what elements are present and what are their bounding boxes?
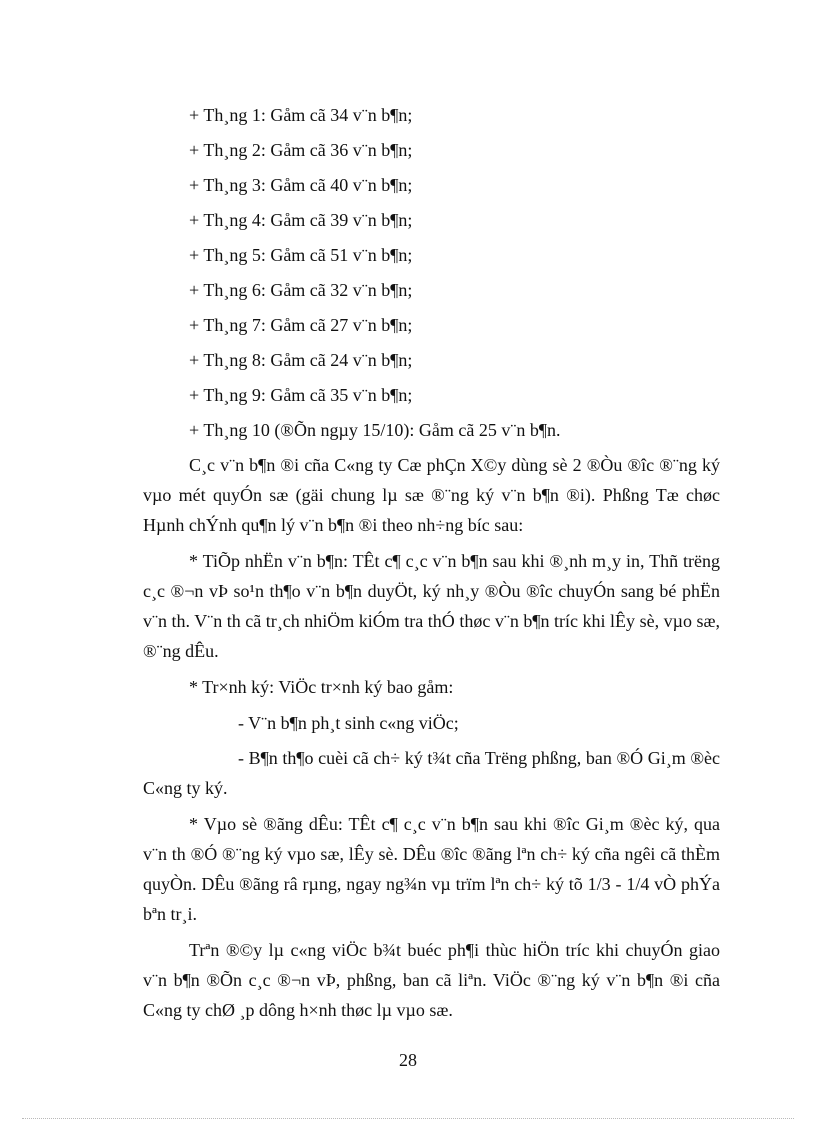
submit-item-2: - B¶n th¶o cuèi cã ch÷ ký t¾t cña Trëng phßng, ban ®Ó Gi¸m ®èc C«ng ty ký. xyxy=(143,748,720,798)
page-content xyxy=(143,100,720,1031)
month-3-item: + Th¸ng 3: Gåm cã 40 v¨n b¶n; xyxy=(189,175,413,195)
monthly-document-list xyxy=(143,100,720,445)
month-2-item: + Th¸ng 2: Gåm cã 36 v¨n b¶n; xyxy=(189,140,413,160)
month-6-item: + Th¸ng 6: Gåm cã 32 v¨n b¶n; xyxy=(189,280,413,300)
bottom-dotted-rule xyxy=(22,1118,794,1119)
receive-documents-paragraph: * TiÕp nhËn v¨n b¶n: TÊt c¶ c¸c v¨n b¶n sau khi ®¸nh m¸y in, Thñ trëng c¸c ®¬n vÞ so¹n th¶o v¨n b¶n duyÖt, ký nh¸y ®Òu ®îc chuyÓn sang bé phËn v¨n th. V¨n th cã tr¸ch nhiÖm kiÓm tra thÓ thøc v¨n b¶n tríc khi lÊy sè, vµo sæ, ®¨ng dÊu. xyxy=(143,551,720,661)
page-number: 28 xyxy=(399,1050,417,1070)
submit-for-signature-heading: * Tr×nh ký: ViÖc tr×nh ký bao gåm: xyxy=(189,677,454,697)
month-5-item: + Th¸ng 5: Gåm cã 51 v¨n b¶n; xyxy=(189,245,413,265)
month-10-item: + Th¸ng 10 (®Õn ngµy 15/10): Gåm cã 25 v¨n b¶n. xyxy=(189,420,561,440)
month-4-item: + Th¸ng 4: Gåm cã 39 v¨n b¶n; xyxy=(189,210,413,230)
intro-paragraph: C¸c v¨n b¶n ®i cña C«ng ty Cæ phÇn X©y dùng sè 2 ®Òu ®îc ®¨ng ký vµo mét quyÓn sæ (gäi chung lµ sæ ®¨ng ký v¨n b¶n ®i). Phßng Tæ chøc Hµnh chÝnh qu¶n lý v¨n b¶n ®i theo nh÷ng bíc sau: xyxy=(143,455,720,535)
month-8-item: + Th¸ng 8: Gåm cã 24 v¨n b¶n; xyxy=(189,350,413,370)
submit-item-1: - V¨n b¶n ph¸t sinh c«ng viÖc; xyxy=(238,713,459,733)
conclusion-paragraph: Trªn ®©y lµ c«ng viÖc b¾t buéc ph¶i thùc hiÖn tríc khi chuyÓn giao v¨n b¶n ®Õn c¸c ®¬n vÞ, phßng, ban cã liªn. ViÖc ®¨ng ký v¨n b¶n ®i cña C«ng ty chØ ¸p dông h×nh thøc lµ vµo sæ. xyxy=(143,940,720,1020)
month-9-item: + Th¸ng 9: Gåm cã 35 v¨n b¶n; xyxy=(189,385,413,405)
month-7-item: + Th¸ng 7: Gåm cã 27 v¨n b¶n; xyxy=(189,315,413,335)
register-and-seal-paragraph: * Vµo sè ®ãng dÊu: TÊt c¶ c¸c v¨n b¶n sau khi ®îc Gi¸m ®èc ký, qua v¨n th ®Ó ®¨ng ký vµo sæ, lÊy sè. DÊu ®îc ®ãng lªn ch÷ ký cña ngêi cã thÈm quyÒn. DÊu ®ãng râ rµng, ngay ng¾n vµ trïm lªn ch÷ ký tõ 1/3 - 1/4 vÒ phÝa bªn tr¸i. xyxy=(143,814,720,924)
month-1-item: + Th¸ng 1: Gåm cã 34 v¨n b¶n; xyxy=(189,105,413,125)
